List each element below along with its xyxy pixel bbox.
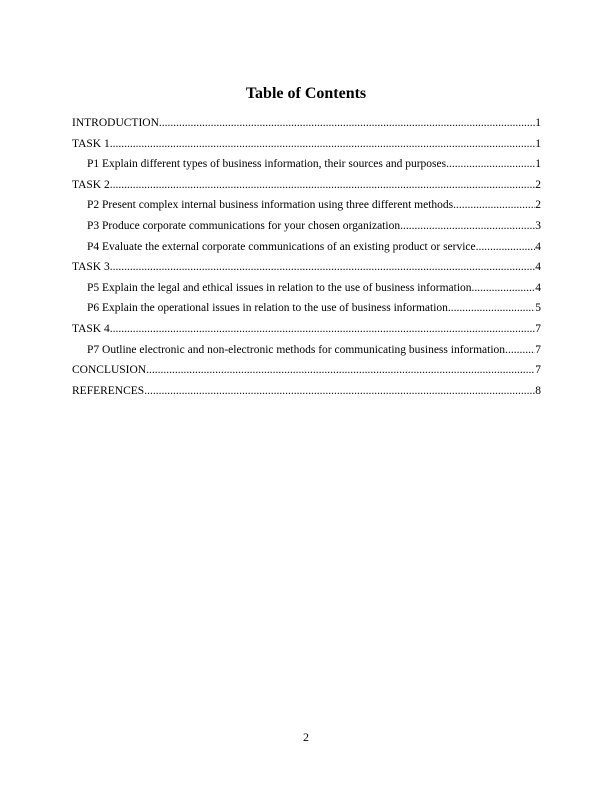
toc-dot-leader [448, 301, 535, 315]
toc-dot-leader [146, 363, 535, 377]
toc-entry-p5[interactable] [72, 281, 541, 302]
toc-dot-leader [472, 281, 536, 295]
page-number: 2 [303, 730, 309, 744]
toc-list [72, 116, 541, 404]
toc-entry-conclusion[interactable] [72, 363, 541, 384]
toc-entry-task-1[interactable] [72, 137, 541, 158]
toc-dot-leader [110, 137, 536, 151]
toc-entry-label: P2 Present complex internal business information using three different methods [87, 199, 454, 212]
toc-dot-leader [110, 322, 536, 336]
toc-dot-leader [453, 198, 535, 212]
toc-entry-label: P1 Explain different types of business information, their sources and purposes [87, 158, 447, 171]
toc-entry-label: P7 Outline electronic and non-electronic methods for communicating business information. [87, 343, 508, 356]
toc-entry-label: P6 Explain the operational issues in relation to the use of business information [87, 302, 448, 315]
toc-dot-leader [110, 178, 536, 192]
toc-page-number: 1 [535, 158, 541, 171]
toc-entry-label: TASK 1 [72, 137, 110, 150]
toc-dot-leader [400, 219, 535, 233]
toc-entry-label: TASK 4 [72, 322, 110, 335]
toc-entry-label: P5 Explain the legal and ethical issues in relation to the use of business information [87, 281, 472, 294]
toc-page-number: 5 [535, 302, 541, 315]
toc-entry-p6[interactable] [72, 301, 541, 322]
toc-entry-p2[interactable] [72, 198, 541, 219]
toc-entry-label: TASK 2 [72, 178, 110, 191]
toc-dot-leader [110, 260, 536, 274]
toc-dot-leader [508, 343, 535, 357]
toc-dot-leader [159, 116, 535, 130]
toc-entry-introduction[interactable] [72, 116, 541, 137]
page-title: Table of Contents [245, 85, 367, 102]
toc-entry-label: TASK 3 [72, 261, 110, 274]
toc-entry-label: CONCLUSION [72, 364, 147, 377]
toc-entry-label: INTRODUCTION [72, 117, 159, 129]
toc-entry-task-3[interactable] [72, 260, 541, 281]
toc-dot-leader [144, 384, 535, 398]
toc-page-number: 4 [535, 281, 541, 294]
toc-page-number: 4 [535, 240, 541, 253]
toc-page-number: 4 [535, 261, 541, 274]
toc-dot-leader [476, 240, 536, 254]
toc-entry-label: P4 Evaluate the external corporate communications of an existing product or service [87, 240, 476, 253]
toc-entry-p3[interactable] [72, 219, 541, 240]
toc-entry-task-2[interactable] [72, 178, 541, 199]
toc-page-number: 7 [535, 322, 541, 335]
toc-dot-leader [446, 157, 535, 171]
toc-entry-task-4[interactable] [72, 322, 541, 343]
toc-page-number: 2 [535, 199, 541, 212]
toc-entry-label: P3 Produce corporate communications for your chosen organization [87, 219, 401, 232]
toc-page-number: 2 [535, 178, 541, 191]
toc-page-number: 8 [535, 384, 541, 397]
toc-entry-p7[interactable] [72, 343, 541, 364]
toc-page-number: 1 [535, 117, 541, 129]
toc-entry-references[interactable] [72, 384, 541, 405]
toc-page-number: 7 [535, 343, 541, 356]
toc-page-number: 3 [535, 219, 541, 232]
toc-entry-label: REFERENCES [72, 384, 145, 397]
toc-page-number: 1 [535, 137, 541, 150]
toc-page-number: 7 [535, 364, 541, 377]
toc-entry-p1[interactable] [72, 157, 541, 178]
toc-entry-p4[interactable] [72, 240, 541, 261]
